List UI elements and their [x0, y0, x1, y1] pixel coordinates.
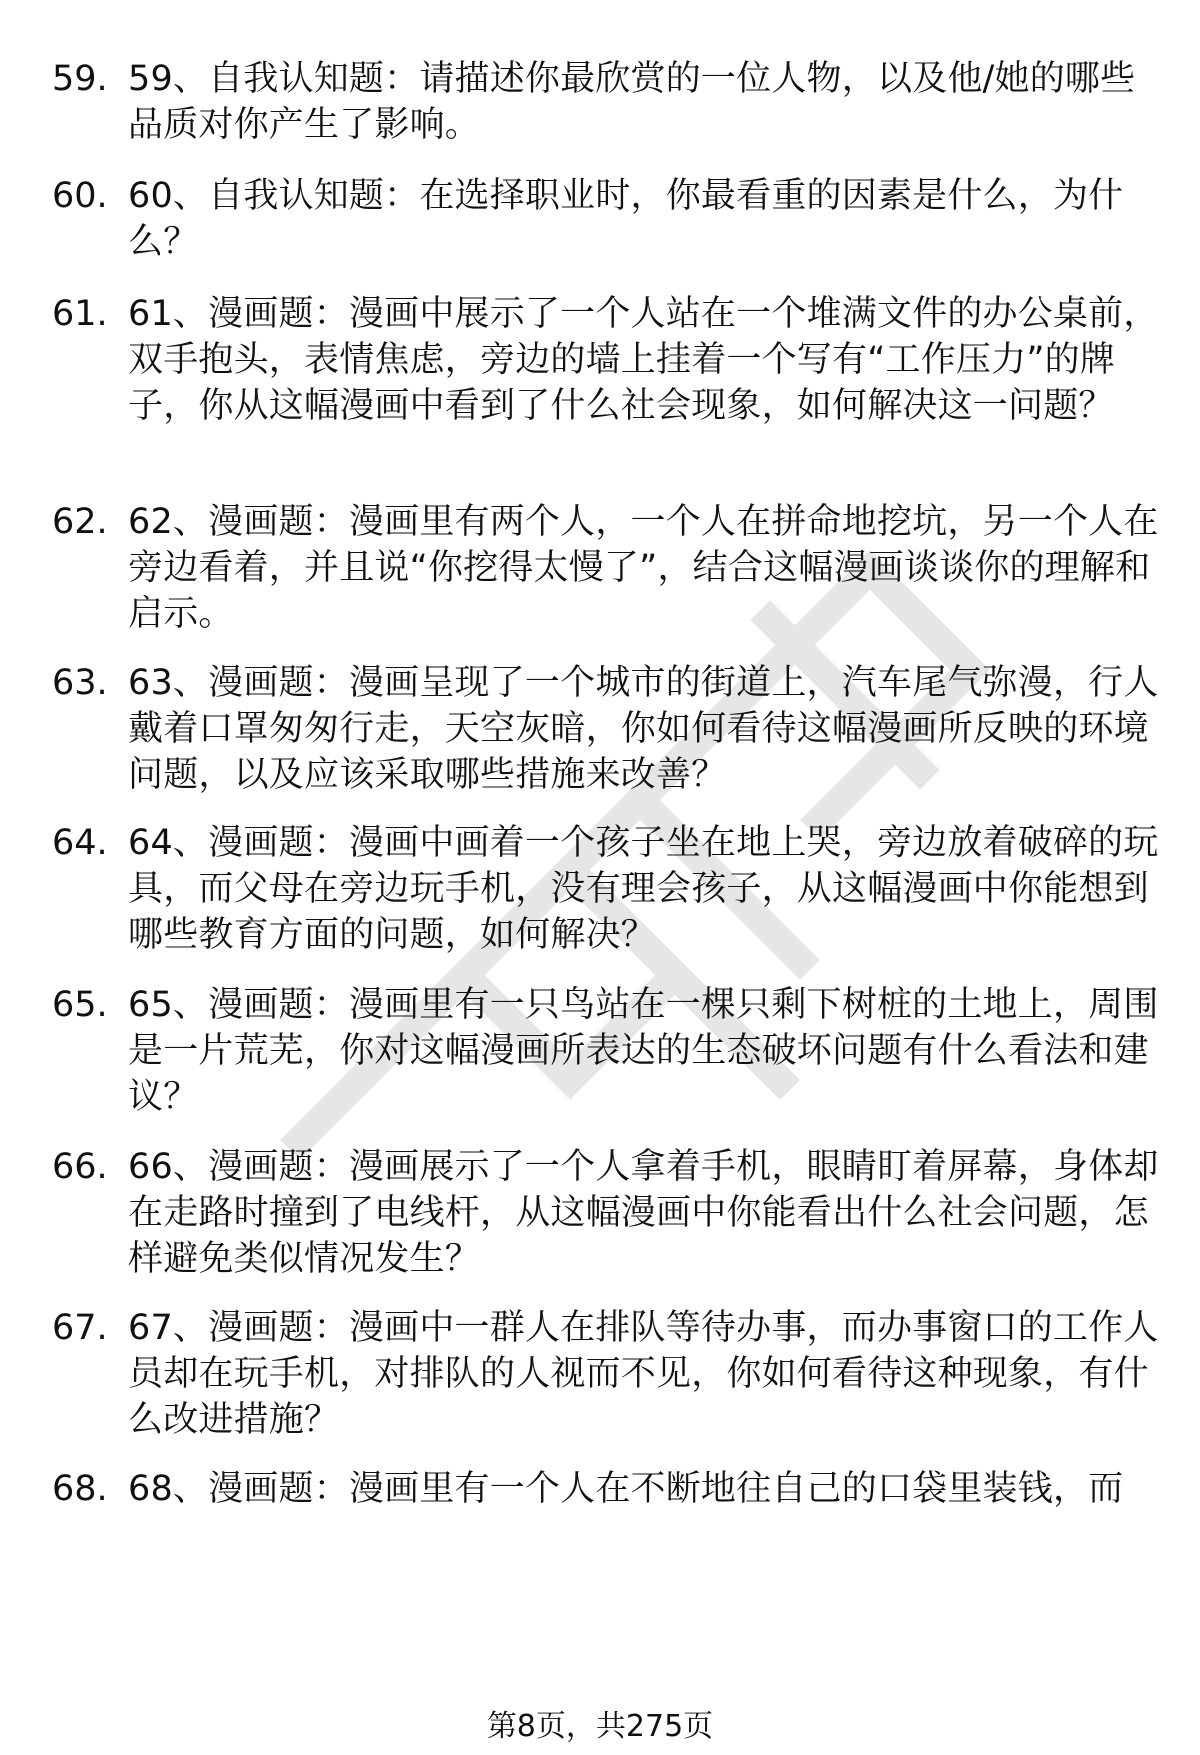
question-text: 64、漫画题：漫画中画着一个孩子坐在地上哭，旁边放着破碎的玩具，而父母在旁边玩手机，没有理会孩子，从这幅漫画中你能想到哪些教育方面的问题，如何解决？ [128, 823, 1159, 955]
question-text: 68、漫画题：漫画里有一个人在不断地往自己的口袋里装钱，而 [128, 1469, 1124, 1509]
question-number: 62. [52, 502, 108, 542]
question-text: 65、漫画题：漫画里有一只鸟站在一棵只剩下树桩的土地上，周围是一片荒芜，你对这幅漫画所表达的生态破坏问题有什么看法和建议？ [128, 985, 1159, 1117]
question-number: 63. [52, 663, 108, 703]
question-text: 62、漫画题：漫画里有两个人，一个人在拼命地挖坑，另一个人在旁边看着，并且说“你挖得太慢了”，结合这幅漫画谈谈你的理解和启示。 [128, 502, 1159, 634]
question-number: 67. [52, 1308, 108, 1348]
question-text: 66、漫画题：漫画展示了一个人拿着手机，眼睛盯着屏幕，身体却在走路时撞到了电线杆，从这幅漫画中你能看出什么社会问题，怎样避免类似情况发生？ [128, 1147, 1159, 1279]
question-text: 67、漫画题：漫画中一群人在排队等待办事，而办事窗口的工作人员却在玩手机，对排队的人视而不见，你如何看待这种现象，有什么改进措施？ [128, 1308, 1159, 1440]
question-text: 60、自我认知题：在选择职业时，你最看重的因素是什么，为什么？ [128, 176, 1124, 262]
question-number: 59. [52, 59, 108, 99]
page-footer: 第8页，共275页 [486, 1709, 714, 1744]
question-number: 66. [52, 1147, 108, 1187]
question-number: 60. [52, 176, 108, 216]
question-text: 63、漫画题：漫画呈现了一个城市的街道上，汽车尾气弥漫，行人戴着口罩匆匆行走，天空灰暗，你如何看待这幅漫画所反映的环境问题，以及应该采取哪些措施来改善？ [128, 663, 1159, 795]
question-number: 64. [52, 823, 108, 863]
question-number: 65. [52, 985, 108, 1025]
question-text: 59、自我认知题：请描述你最欣赏的一位人物，以及他/她的哪些品质对你产生了影响。 [128, 59, 1136, 145]
question-number: 61. [52, 294, 108, 334]
question-text: 61、漫画题：漫画中展示了一个人站在一个堆满文件的办公桌前，双手抱头，表情焦虑，旁边的墙上挂着一个写有“工作压力”的牌子，你从这幅漫画中看到了什么社会现象，如何解决这一问题？ [128, 294, 1159, 426]
question-number: 68. [52, 1469, 108, 1509]
